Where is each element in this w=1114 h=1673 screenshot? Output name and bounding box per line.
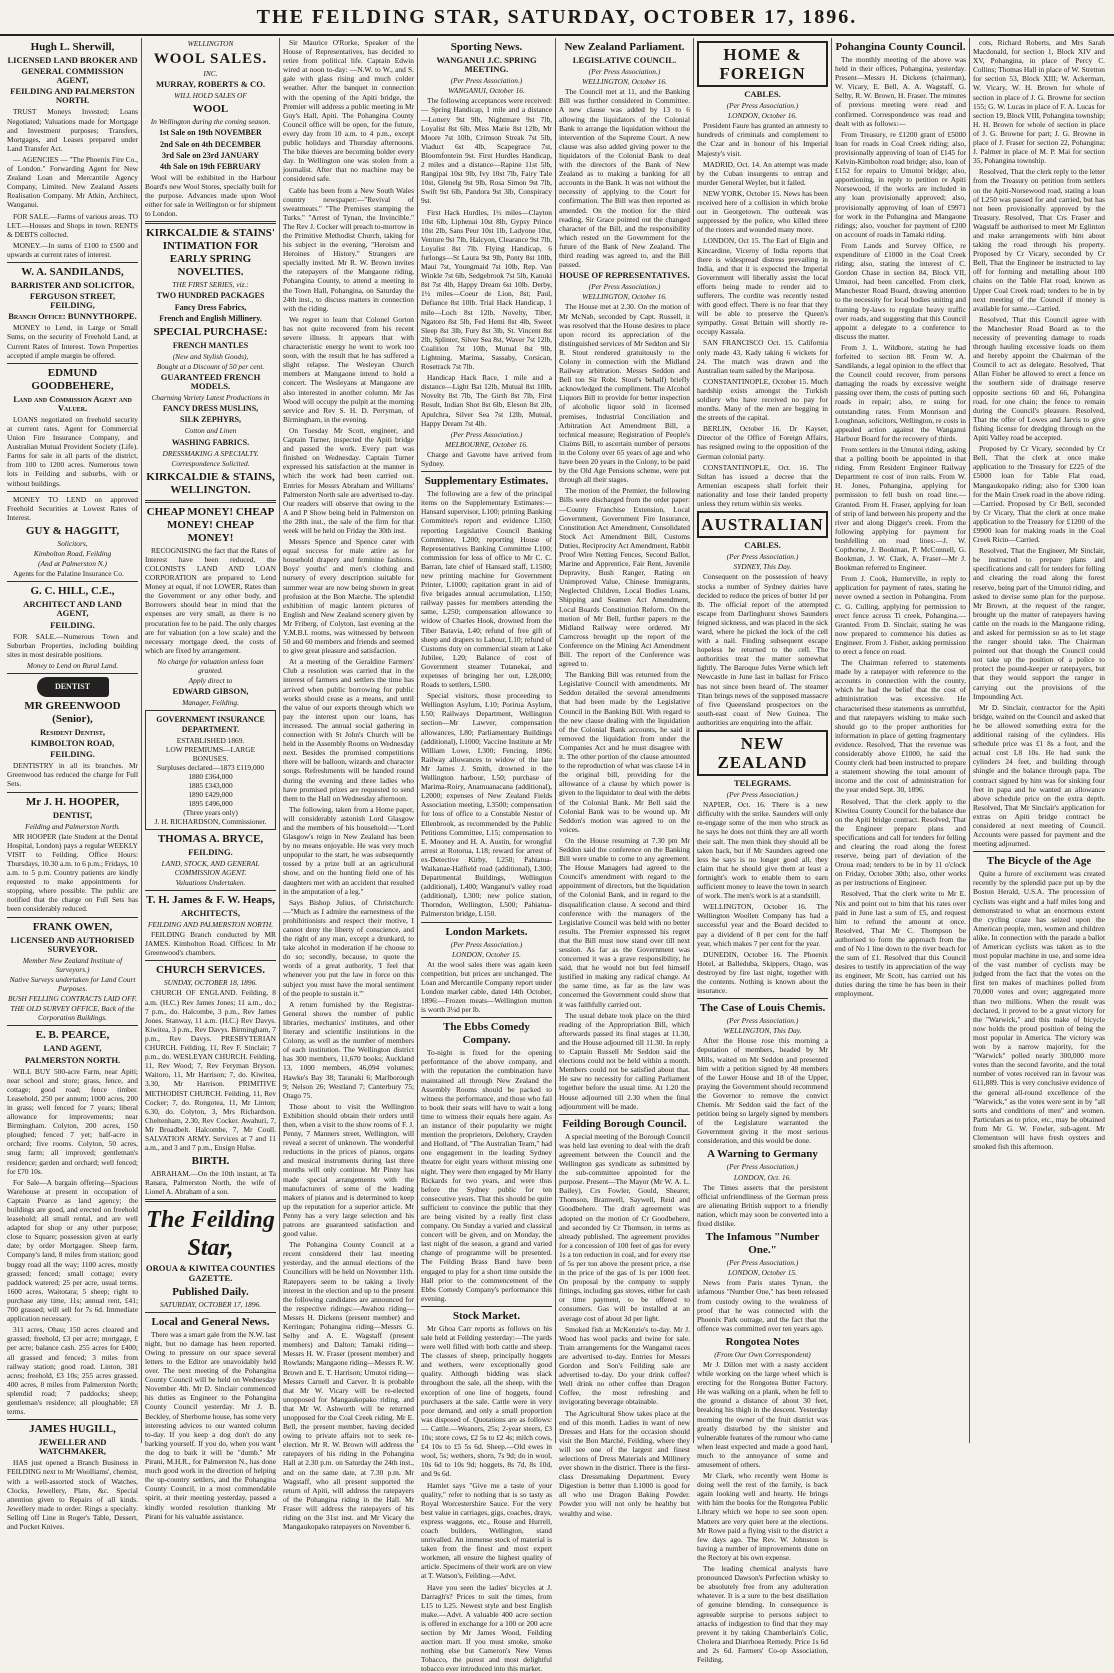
ad-colonists-valuation: No charge for valuation unless loan granted. <box>157 656 264 676</box>
ad-sandilands-line: BARRISTER AND SOLICITOR, <box>10 279 135 290</box>
ad-hill-line: ARCHITECT AND LAND AGENT, <box>23 599 122 619</box>
column-4 <box>418 38 556 1673</box>
sporting-source: (Per Press Association.) <box>450 76 523 86</box>
parliament-title: New Zealand Parliament. <box>564 41 685 53</box>
rongotea-source: (From Our Own Correspondent) <box>714 1349 811 1359</box>
stock-title: Stock Market. <box>452 1309 521 1322</box>
divider <box>7 363 138 364</box>
ad-govt-line: LOW PREMIUMS—LARGE BONUSES. <box>165 744 256 763</box>
pohangina-body: From J. Cook, Hunterville, in reply to application for payment of rates, stating he never owned a section in Pohangina. From C. G. Culling, applying for permission to erect fence across Ti creek, Pohangina.—Granted. From D. Sinclair, stating he was now prepared to commence his duties as Engineer. From J. Fisher, asking permission to erect a fence on road. <box>835 574 966 656</box>
ad-owen-line: Native Surveys undertaken for Land Court Purposes. <box>9 974 136 994</box>
australian-subtitle: CABLES. <box>744 540 781 551</box>
cable-body: MADRID, Oct. 14. An attempt was made by the Cuban insurgents to entrap and murder General Weyler, but it failed. <box>697 159 828 187</box>
house-body: The motion of the Premier, the following Bills were discharged from the order paper:—County Franchise Extension, Local Government, Government Fire Insurance, Constitution Act Amendment, Consolidated Stock Act Amendment Bill, Customs Duties, Reciprocity Act Amendment, Rabbit Proof Wire Netting Fences, Second Ballot, Marine and Apprentice, Fair Rent, Juvenile Depravity, Bush Ranger, Rating on Unimproved Value, Chinese Immigrants, Neglected Children, Local Bodies Loans, Shipping and Seamen Act Amendment, Local Boards Constitution Reform. On the motion of Mr Bell, further papers re the Midland Railway were ordered. Mr Carncross brought up the report of the Conference on the Mining Act Amendment Bill. The report of the Conference was agreed to. <box>559 486 690 669</box>
column-3 <box>280 38 418 1532</box>
church-title: CHURCH SERVICES. <box>155 964 266 977</box>
church-body: CHURCH OF ENGLAND. Feilding, 8 a.m. (H.C.) Rev James Jones; 11 a.m., do.; 7 p.m., do. Halcombe, 3 p.m., Rev James Jones. Stanway, 11 a.m. (H.C.) Rev Davys. Kiwitea, 3 p.m., Rev Davys. Birmingham, 7 p.m., Rev Davys. PRESBYTERIAN CHURCH. Feilding, 11, Rev F. Sinclair; 7 p.m., do. WESLEYAN CHURCH. Feilding, 11, Rev Wood; 7, Rev Feryman Bryson. Waitoro, 11, Mr Harrison; 7, do. Kiwitea, 3.30, Mr Harrison. PRIMITIVE METHODIST CHURCH. Feilding, 11, Rev Cocker; 7, do. Rongotea, 11, Mr Linton; 6.30, do. Colyton, 3, Mrs Richardson. Cheltenham, 2.30, Rev Cocker. Awahuri, 7, Mr Broadbelt. Halcombe, 7, Mr Coull. SALVATION ARMY. Services at 7 and 11 a.m., and 3 and 7 p.m., Ensign Hulse. <box>145 988 276 1153</box>
infamous-place: LONDON, October 15. <box>728 1268 797 1278</box>
divider <box>145 1199 276 1202</box>
divider <box>7 262 138 263</box>
germany-body: The Times asserts that the persistent official unfriendliness of the German press are alienating British support to a friendly nation, which may soon be converted into a fixed dislike. <box>697 1182 828 1229</box>
ad-wool-will: WILL HOLD SALES OF <box>174 91 247 101</box>
council-body: The Council met at 11, and the Banking Bill was further considered in Committee. A new clause was added by 13 to 6 allowing the liquidators of the Colonial Bank to arrange the liquidation without the intervention of the Supreme Court. A new clause was also added giving power to the liquidators of the Colonial Bank to deal with the directors of the Bank of New Zealand as to making a banking for all accounts in the Bank. It was not without the necessity of applying to the Court for confirmation. The Bill was then reported as amended. On the motion for the third reading, Sir Grace pointed out the changed character of the Bill, and the responsibility which rested on the Government for the future of the Bank of New Zealand. The third reading was agreed to, and the Bill passed. <box>559 87 690 270</box>
sporting-place: WANGANUI, October 16. <box>448 86 525 96</box>
cable-body: BERLIN, October 16. Dr Kayser, Director of the Office of Foreign Affairs, has resigned owing to the opposition of the German colonial party. <box>697 424 828 461</box>
ad-wool-word: WOOL <box>192 103 229 116</box>
masthead <box>0 0 1114 36</box>
ad-colonists-apply: Apply direct to <box>188 676 233 686</box>
ad-sandilands-body: MONEY to Lend, in Large or Small Sums, on the security of Freehold Land, at Current Rates of Interest. Town Properties accepted if ample margin be offered. <box>7 323 138 360</box>
rongotea-title: Rongotea Notes <box>725 1335 800 1348</box>
ad-heaps-line: FEILDING AND PALMERSTON NORTH. <box>147 920 274 929</box>
pohangina-title: Pohangina County Council. <box>835 41 966 53</box>
ad-greenwood-line: Resident Dentist, <box>39 726 106 737</box>
paper-date: SATURDAY, OCTOBER 17, 1896. <box>159 1299 262 1309</box>
australian-place: SYDNEY, This Day. <box>733 562 792 572</box>
column-5 <box>556 38 694 1518</box>
divider <box>7 491 138 492</box>
telegram-body: WELLINGTON, October 16. The Wellington Woollen Company has had a successful year and the Board decided to pay a dividend of 8 per cent for the half year, which makes 7 per cent for the year. <box>697 902 828 948</box>
ad-kirkcaldie2-title: KIRKCALDIE & STAINS, WELLINGTON. <box>146 470 275 496</box>
local-news-body: The Pohangina County Council at a recent considered their last meeting yesterday, and the annual elections of the Councillors will be held on November 11th. Ratepayers seem to be taking a lively interest in the election and up to the present the following candidates are announced for the respective ridings:—Awahou riding—Messrs H. Dickens (present member) and Kerringan; Pohangina riding—Messrs G. Selby and A. E. Wagstaff (present members) and Dalton; Tamaki riding—Messrs H. W. Fraser (present member) and Rowlands; Mangaone riding—Messrs R. W. Brown and E. T. Harrison; Umutoi riding—Messrs Carnell and Carver. It is probable that Mr W. Vicary will be re-elected unopposed for Mangaukopako riding, and that Mr W. Ashworth will be returned unopposed for the Coal Creek riding. Mr E. Bell, the present member, having decided owing to private affairs not to seek re-election. Mr R. W. Brown will address the ratepayers of his riding in the Pohangina Hall at 2.30 p.m. on Saturday the 24th inst., and on the same date, at 7.30 p.m. Mr Wagstaff, who all present supported the return of Apiti, will address the ratepayers of the Pohangina riding in the Hall. Mr Fraser will address the ratepayers of his riding on the 31st inst. and Mr Vicary the Mangaukopako ratepayers on November 6. <box>283 1240 414 1532</box>
house-body: On the House resuming at 7.30 pm Mr Seddon said the conference on the Banking Bill were unable to come to any agreement. The House Managers had agreed to the Council's amendment with regard to the appointment of directors, but the liquidation of the Colonial Bank, and in regard to the disqualification clause. A second and third conference with the managers of the Legislative Council was held with no better results. The Premier expressed his regret that the Bill must now stand over till next session. As far as the Government was concerned it was a grave responsibility, he said, that he would not but feel himself justified in making any radical change. At the same time, as far as the law was concerned the Government could show that it was faithfully carried out. <box>559 835 690 1009</box>
ad-owen-name: FRANK OWEN, <box>32 920 113 933</box>
paper-title: The Feilding Star, <box>146 1207 275 1262</box>
column-7 <box>832 38 970 1443</box>
divider <box>145 500 276 503</box>
ad-colonists-name: EDWARD GIBSON, <box>172 686 249 697</box>
ad-guy-line: Solicitors, <box>57 538 88 548</box>
divider <box>7 917 138 918</box>
ad-greenwood-body: DENTISTRY in all its branches. Mr Greenwood has reduced the charge for Full Sets. <box>7 761 138 789</box>
cable-body: CONSTANTINOPLE, Oct. 16. The Sultan has issued a decree that the Armenian escapees shall forfeit their nationality and lose their landed property unless they return within six weeks. <box>697 462 828 509</box>
ad-wool-title: WOOL SALES. <box>153 51 268 68</box>
local-news-body: There was a smart gale from the N.W. last night, but no damage has been reported. Owing to pressure on our space several letters to the Editor are unavoidably held over. The next meeting of the Pohangina County Council will be held on Wednesday November 4th. Mr D. Sinclair commenced his duties as Engineer to the Pohangina County Council yesterday. Mr J. B. Beckley, of Sherborne house, has some very interesting advices to our wanted column to-day. If you keep a dog don't do any barking yourself. If you do, when you want the dog to bark it will be "dumb." Mr Pirani, M.H.R., for Palmerston N., has done much good work in the direction of helping the up-country settlers, and the Pohangina County Council, in a most commendable spirit, at their meeting yesterday, passed a kindly worded resolution thanking Mr Pirani for his valuable assistance. <box>145 1329 276 1521</box>
infamous-source: (Per Press Association.) <box>726 1258 799 1268</box>
ad-wool-pre: WELLINGTON <box>187 39 234 48</box>
ad-kirkcaldie-title: KIRKCALDIE & STAINS' INTIMATION FOR EARLY SPRING NOVELTIES. <box>146 227 275 279</box>
ad-guy-line: Kimbolton Road, Feilding <box>33 549 112 559</box>
london-source: (Per Press Association.) <box>450 939 523 949</box>
ad-wool-body: Wool will be exhibited in the Harbour Board's new Wool Stores, specially built for the purpose. Advances made upon Wool either for sale in Wellington or for shipment to London. <box>145 172 276 219</box>
ad-kirkcaldie-item: FANCY DRESS MUSLINS, <box>162 404 259 414</box>
ad-govt-line: Surpluses declared—1873 £119,000 <box>156 762 265 772</box>
sporting-title: Sporting News. <box>450 41 523 53</box>
ad-hill-body: FOR SALE.—Numerous Town and Suburban Properties, including building sites in most desirable positions. <box>7 631 138 659</box>
house-source: (Per Press Association.) <box>588 282 661 292</box>
ad-hooper-body: MR HOOPER (late Student at the Dental Hospital, London) pays a regular WEEKLY VISIT to Feilding. Office Hours: Thursdays, 10.30 a.m. to 6 p.m.; Fridays, 10 a.m. to 5 p.m. Country patients are kindly requested to make appointments for stopping, where possible. The public are notified that the charge on Full Sets has been considerably reduced. <box>7 831 138 914</box>
ad-hill-money: Money to Lend on Rural Land. <box>26 660 119 670</box>
ad-bryce-line: LAND, STOCK, AND GENERAL COMMISSION AGENT. <box>161 858 260 877</box>
ad-kirkcaldie-item: WASHING FABRICS. <box>171 437 250 447</box>
germany-place: LONDON, Oct. 16. <box>733 1172 792 1182</box>
divider <box>7 792 138 793</box>
ad-pearce-body: For Sale—A bargain offering—Spacious Warehouse at present in occupation of Captain Pearce as land agency; the buildings are good, and erected on freehold leasehold; all small rental, and are well adapted for shop or any other purpose; close to Square; possession given at early date; by order Mortgagee. Sheep farm, Company's land, 8 miles from station; good buggy road all the way; 1100 acres, mostly grassed; fenced; small cottage; every paddock watered; 25 per acre, usual terms. 1600 acres, Waitotara; 5 sheep; right to purchase any time, 11s; annual rent, £41; 700 grassed; will sell for 7s 6d. Immediate application necessary. <box>7 1177 138 1324</box>
ad-owen-line: LICENSED AND AUTHORISED SURVEYOR. <box>10 934 135 954</box>
local-news-body: Says Bishop Julius, of Christchurch:—"Much as I admire the earnestness of the prohibitionists and respect their motive, I cannot deny the liberty of conscience, and the right of any man, except a drunkard, to take alcohol in moderation if he choose to do so; secondly, because, to quote the words of a great authority, 'I feel that whenever you put the law in force on this subject you must have the moral sentiment of the people to sustain it.'" <box>283 897 414 998</box>
divider <box>145 960 276 961</box>
ebbs-title: The Ebbs Comedy Company. <box>443 1021 530 1047</box>
ad-sherwill-forsale: FOR SALE.—Farms of various areas. TO LET.—Houses and Shops in town. RENTS & DEBTS collected. <box>7 211 138 239</box>
pohangina-body: Mr D. Sinclair, contractor for the Apiti bridge, waited on the Council and asked that he be allowed something extra for the additional raising of the cylinders. His schedule price was £1 8s a foot, and the actual cost L8 10s. He had sunk the cylinders 24 feet, and building through shingle and the balance through papa. The contract signed by him was for sinking four feet in papa and he wanted an allowance above schedule price on the extra depth. Resolved, That Mr Sinclair's application for extras on Apiti bridge contract be considered at next meeting of Council. Accounts were passed for payment and the meeting adjourned. <box>973 702 1105 849</box>
ad-heaps-name: T. H. James & F. W. Heaps, <box>146 893 275 906</box>
divider <box>7 1025 138 1026</box>
home-foreign-source: (Per Press Association.) <box>726 101 799 111</box>
ad-owen-line: Member New Zealand Institute of Surveyors.) <box>22 955 123 974</box>
ad-kirkcaldie-item: (New and Stylish Goods), <box>172 351 249 361</box>
home-foreign-subtitle: CABLES. <box>744 89 781 99</box>
ad-pearce-body: 311 acres, Ohau; 150 acres cleared and grassed; freehold, £3 per acre; mortgage, £ per acre; balance cash. 255 acres for £400; all grassed and fenced; 3 miles from railway station; good road. Linton, 381 acres; freehold, £3 10s; 255 acres grassed. 400 acres, 8 miles from Palmerston North; splendid road; 7 paddocks; sheep; gentleman's residence; all ploughable; £8 terms. <box>7 1325 138 1417</box>
ad-kirkcaldie-item: SILK ZEPHYRS, <box>180 415 241 425</box>
paper-daily: Published Daily. <box>172 1285 249 1298</box>
ad-bryce-name: THOMAS A. BRYCE, <box>157 832 264 845</box>
telegram-body: NAPIER, Oct. 16. There is a new difficulty with the strike. Saunders will only re-engage some of the men who struck as he says he does not think they are all worth their salt. The men think they should all be taken back, but if Mr Saunders agreed one less he says is no longer good all, they claim that he should give them at least a fortnight's work to enable them to earn sufficient money to leave the town in search of work. The men's work is at a standstill. <box>697 800 828 901</box>
london-place: LONDON, October 15. <box>452 949 521 959</box>
ad-kirkcaldie-item: Correspondence Solicited. <box>171 458 250 468</box>
melbourne-body: Charge and Gavotte have arrived from Sydney. <box>421 449 552 469</box>
local-news-body: On Tuesday Mr Scott, engineer, and Captain Turner, inspected the Apiti bridge and passed the work. Every part was finished on Wednesday. Captain Turner expressed his satisfaction at the manner in which the work had been carried out. Entries for Messrs Abraham and Williams' Palmerston North sale are advertised to-day. Our readers will observe that owing to the A and P Show being held in Palmerston on the 28th inst., the sale of the firm for that week will be held on Friday the 30th inst. <box>283 425 414 535</box>
divider <box>421 471 552 472</box>
supplementary-title: Supplementary Estimates. <box>424 475 549 488</box>
ad-hugill-line: JEWELLER AND WATCHMAKER, <box>38 1437 107 1457</box>
column-8 <box>970 38 1108 1443</box>
column-2 <box>142 38 280 1521</box>
ad-colonists-role: Manager, Feilding. <box>182 698 239 708</box>
ad-hill-line: FEILDING. <box>50 619 95 630</box>
local-news-title: Local and General News. <box>151 1315 270 1328</box>
column-1 <box>4 38 142 1531</box>
church-date: SUNDAY, OCTOBER 18, 1896. <box>163 978 258 988</box>
ad-hooper-name: Mr J. H. HOOPER, <box>25 795 120 808</box>
ad-kirkcaldie-series: THE FIRST SERIES, viz.: <box>172 280 249 290</box>
ad-guy-name: GUY & HAGGITT, <box>25 524 120 537</box>
birth-body: ABRAHAM.—On the 10th instant, at Ta Ranara, Palmerston North, the wife of Lionel A. Abraham of a son. <box>145 1169 276 1197</box>
cable-body: Consequent on the possession of heavy stocks a number of Sydney dairies have decided to reduce the prices of butter 1d per lb. The official report of the attempted escape from Darlinghurst shows Saunders feigned sickness, and was placed in the sick ward, where he picked the lock of the cell with a nail. Finding subsequent escape hopeless he returned to the cell. The authorities treat the matter somewhat lightly. The Baroque Jules Verne which left Newcastle in June last in ballast for Frisco has not since been heard of. The steamer Titan brings news of the supposed massacre of five Queensland prospectors on the south-east coast of New Guinea. The authorities are enquiring into the affair. <box>697 572 828 727</box>
stock-body: Mr Ghoa Carr reports as follows on his sale held at Feilding yesterday:—The yards were well filled with both cattle and sheep. The classes of sheep, principally hoggets and wethers, were exceptionally good quality. Although bidding was slack throughout the sale, all the sheep, with the exception of one line of hoggets, found purchasers at the sale. Cattle were in very poor demand, and only a small proportion was disposed of. Quotations are as follows:— Cattle.—Weaners, 25s; 2-year steers, £3 10s; store cows, £2 5s to £2 4s; milch cows, £4 10s to £5 5s 6d. Sheep.—Old ewes in wool, 5s; wethers, shorn, 7s 9d; do in wool, 10s 6d to 10s 9d; hoggets, 8s 7d, 8s 10d, and 9s 6d. <box>421 1323 552 1479</box>
ad-greenwood-name: MR GREENWOOD (Senior), <box>24 699 121 725</box>
ad-kirkcaldie-item: Bought at a Discount of 50 per cent. <box>156 361 265 371</box>
birth-title: BIRTH. <box>191 1155 230 1168</box>
sporting-body: Handicap Hack Race, 1 mile and a distance—Light Bat 12lb, Mutual 8st 10lb, Novelty 8st 7lb, The Girth 8st 7lb, First Result, Indian Shot 8st 6lb, Eleson 8st 2lb, Apulchra, Silver Sea 7st 12lb, Mutual, Happy Dream 7st 4lb. <box>421 373 552 428</box>
london-body: At the wool sales there was again keen competition, but prices are unchanged. The Loan and Mercantile Company report under London market cable, dated 14th October, 1896:—Frozen meats—Wellington mutton is worth 3¼d per lb. <box>421 959 552 1015</box>
notice-body: Hamlet says "Give me a taste of your quality," refer to nothing that is so tasty as Royal Worcestershire Sauce. For the very best value in carriages, gigs, coaches, drays, express waggons, etc., Rouse and Hurrell, coach builders, Wellington, stand unrivalled. An immense stock of material is taken from the finest and most expert workmen, all ensure the highest quality of article. Specimens of their work are on view at T. Watson's, Feilding.—Advt. <box>421 1480 552 1581</box>
pohangina-body: Resolved, That the clerk apply to the Kiwitea County Council for the balance due on the Apiti bridge contract. Resolved, That the Engineer prepare plans and specifications and call for tenders for felling and clearing the road along the forest reserve, being part of deviation of the Oroua road; tenders to be in by 11 o'clock on Friday, October 30th; also, other works as per instructions of Engineer. <box>835 796 966 888</box>
ad-kirkcaldie-item: FRENCH MANTLES <box>172 340 249 350</box>
chemis-body: After the House rose this morning a deputation of members, headed by Mr Mills, waited on Mr Seddon and presented him with a petition signed by 48 members of the Lower House and 18 of the Upper, praying the Government should recommend the Governor to remove the convict Chemis. Mr Seddon said the fact of the petition being so largely signed by members of the Legislature warranted the Government giving it the most serious consideration, and this would be done. <box>697 1036 828 1146</box>
column-6 <box>694 38 832 1664</box>
ad-govt-line: 1890 £429,000 <box>188 790 233 800</box>
rongotea-body: The leading chemical analysts have pronounced Dawson's Perfection whisky to be absolutely free from any adulteration whatever. It is a sure to the best distillation of genuine blending. In consequence is agreeable surprise to persons subject to attacks of indigestion to find that they may prevent it by taking Chamberlain's Colic, Cholera and Diarrhoea Remedy. Price 1s 6d and 2s 6d. Farmers' Co-op Association, Feilding. <box>697 1564 828 1664</box>
divider <box>145 221 276 224</box>
ad-guy-agents: Agents for the Palatine Insurance Co. <box>13 569 124 579</box>
ad-sandilands-line: FERGUSON STREET, FEILDING, <box>29 291 116 311</box>
divider <box>7 581 138 582</box>
ad-heaps-line: ARCHITECTS, <box>181 907 240 918</box>
columns <box>4 38 1110 1673</box>
ad-kirkcaldie-item: Charming Variety Latest Productions in <box>151 393 270 403</box>
ad-wool-inc: INC. <box>203 69 218 79</box>
ad-sherwill-line: FEILDING AND PALMERSTON NORTH. <box>10 86 135 106</box>
ad-sherwill-agencies: — AGENCIES — "The Phoenix Fire Co., of London." Forwarding Agent for New Zealand Loan and Mercantile Agency Company, Limited. New Zealand Assets Realisation Company. Mr Atkin, Architect, Wanganui. <box>7 154 138 210</box>
pohangina-body: From J. L. Wildbore, stating he had forfeited to section 88. From W. A. Sandilands, a legal opinion to the effect that the Council could recover, from persons damaging the roads by excessive weight passing over them, the costs of putting such roads in repair; also, re suing for outstanding rates. From Monrison and Loughnan, solicitors, Wellington, re costs in appealed action against the Wanganui Harbour Board for the recovery of thirds. <box>835 342 966 443</box>
divider <box>145 1312 276 1313</box>
ad-greenwood-line: FEILDING. <box>50 749 95 760</box>
divider <box>559 1114 690 1115</box>
ad-sherwill-line: GENERAL COMMISSION AGENT, <box>21 66 124 86</box>
council-source: (Per Press Association.) <box>588 67 661 77</box>
ad-owen-office: THE OLD SURVEY OFFICE, Back of the Corporation Buildings. <box>10 1004 135 1023</box>
nz-telegrams-subtitle: TELEGRAMS. <box>733 778 792 788</box>
ad-govt-title: GOVERNMENT INSURANCE DEPARTMENT. <box>156 715 265 734</box>
divider <box>697 998 828 999</box>
divider <box>145 890 276 891</box>
ad-colonists-body: RECOGNISING the fact that the Rates of Interest have been reduced, the COLONISTS LAND AND LOAN CORPORATION are prepared to Lend Money at equal, if not LOWER, Rates than the Government or any other body, and Borrowers should bear in mind that the expenses are very small, as there is no procuration fee to be paid. The only charges are for valuation (on a low scale) and the necessary mortgage deed, the costs of which are fixed by arrangement. <box>145 545 276 655</box>
telegram-body: DUNEDIN, October 16. The Phoenix Hotel, at Balleduba, Skippers, Otago, was destroyed by fire last night, together with the contents. Nothing is known about the insurance. <box>697 949 828 996</box>
house-place: WELLINGTON, October 16. <box>582 292 667 302</box>
ad-hooper-line: Feilding and Palmerston North. <box>25 821 120 831</box>
sporting-body: First Hack Hurdles, 1½ miles—Clayton 10st 6lb, Liphenai 10st 8lb, Gypsy Prince 10st 2lb, Sans Peur 10st 1lb, Ladyone 10st, Venture 9st 7lb, Halcyon, Clearance 9st 7lb, Loyalist 8st 7lb. Flying Handicap, 6 furlongs—St Laura 9st 9lb, Ponty 8st 10lb, Maui 7st, Youngmaid 7st 10lb, Rep. Van Winkle 7st 6lb, Sedgebrook 7st 5lb, Kanuki 8st 7st 4lb, Happy Dream 6st 10lb. Derby, 1½ miles—Coeur de Lion, 8st; Paul, Defiance 8st 10lb. Trial Hack Handicap, 1 mile—Loch 8st 12lb, Novelty, Tiber, Ngatoro 8st 5lb, Fed Hemi 8st 4lb, Sweet Sleep 8st 3lb, Fury 8st 3lb, St. Vincent 8st 2lb, Splinter, Silver Sea 8st, Waver 7st 12lb, Coalition 7st 10lb, Mutual 8st 9lb, Lightning, Marima, Sassaby, Corsican, Rosetrack 7st 7lb. <box>421 207 552 372</box>
melbourne-source: (Per Press Association.) <box>450 429 523 439</box>
notice-body: Smoked fish at McKenzie's to-day. Mr J. Wood has wool packs and twine for sale. Train arrangements for the Wanganui races are advertised to-day. Entries for Messrs Gordon and Son's Feilding sale are advertised to-day. Do your drink coffee? Well drink no other coffee than Dragon Coffee, the most refreshing and invigorating beverage obtainable. <box>559 1324 690 1407</box>
pohangina-body: The monthly meeting of the above was held in their offices, Pohangina, yesterday. Present—Messrs H. Dickens (chairman), W. Vicary, E. Bell, A. A. Wagstaff, G. Selby, R. W. Brown, H. Fraser. The minutes of previous meeting were read and confirmed. Correspondence was read and dealt with as follows:— <box>835 55 966 128</box>
house-title: HOUSE OF REPRESENTATIVES. <box>559 270 690 281</box>
australian-title: AUSTRALIAN <box>697 511 828 538</box>
rongotea-body: Mr J. Dillon met with a nasty accident while working on the large wheel which is erecting for the Rongotea Butter Factory. He was walking on a plank, when he fell to the ground a distance of about 30 feet, breaking his thigh in the descent. Yesterday morning the owner of the fruit district was greatly disturbed by the sinister and vulnerable features of the rumour who came when least expected and made a good haul, much to the annoyance of some and amusement of others. <box>697 1359 828 1469</box>
ad-sherwill-name: Hugh L. Sherwill, <box>30 41 115 53</box>
pointing-hand-icon: DENTIST <box>37 677 109 697</box>
divider <box>421 922 552 923</box>
ad-heaps-body: FEILDING Branch conducted by MR JAMES. Kimbolton Road. Offices: In Mr Greenwood's chambers. <box>145 930 276 958</box>
bicycle-body: Quite a furore of excitement was created recently by the splendid pace put up by the Boston Herald, U.S.A. The procession of cyclists was eight and a half miles long and demonstrated to what an enormous extent the cycling craze has seized upon the American people, men, women and children alike. In connection with the parade a ballot of American cyclists was taken as to the most popular machine in use, and some idea of the vast number of cyclists may be judged from the fact that the votes on the first ten makes of machines polled from 70,000 votes and over; aggregated more than two millions. When the result was declared, it proved to be a great victory for the "Warwick," and this make of bicycle now holds the proud position of being the most popular in America. The victory was won by a narrow majority, for the "Warwick" polled nearly 300,000 more votes than the second favorite, and the total number of votes received ran in favour was 611,889. This is very conclusive evidence of the general all-round excellence of the "Warwick," as the votes were sent in by "all sorts and conditions of men" and women. Particulars as to price, etc., may be obtained from Mr G. W. Fowler, sub-agent. Mr Clementson will have fresh oysters and smoked fish this afternoon. <box>973 869 1105 1152</box>
ad-goodbehere-body: LOANS negotiated on freehold security at current rates. Agent for Commercial Union Fire Insurance Company, and Australian Mutual Provident Society (Life). Farms for sale in all parts of the district, from 100 to 1200 acres. Numerous town lots in Feilding and suburbs, with or without buildings. <box>7 414 138 488</box>
ad-wool-date: 4th Sale on 19th FEBRUARY <box>159 161 262 171</box>
home-foreign-place: LONDON, October 16. <box>728 111 797 121</box>
supplementary-body: Special visitors, those proceeding to Wellington Asylum, L10; Porirua Asylum, L50; Railways Department, Wellington section—Mr Lawver, compensation allowances, L80; Parliamentary Buildings (additional), L1000; Vaccine Institute at Mr William Lowe, L300; Fencing, 1896; Railway allowances to widow of the late Mr James J. Smith, drowned in the Wellington harbour, L50; purchase of Marima-Roiry, Anamuanacana (additional), L2000; expenses of New Zealand Fields Association meeting, L3500; compensation for loss of office to a Constable Nestor of Ellenbrook, as recommended by the Public Petitions Committee, L15; compensation to E. Mooney and H. A. Austin, for wrongful arrest at Rotorua, L18; reward for arrest of ex-Detective Kirby, L250; Pahiatua-Waikanae-Halfield road (additional), L300; Departmental Buildings, Wellington (additional), L400; Wanganui's valley road (additional), L300; new police station, Thorndon, Wellington, L500; Pahiatua-Palmerston bridge, L150. <box>421 691 552 919</box>
paper-subtitle: OROUA & KIWITEA COUNTIES GAZETTE. <box>145 1263 276 1283</box>
ad-pearce-name: E. B. PEARCE, <box>35 1029 110 1042</box>
ad-guy-line: (And at Palmerston N.) <box>38 559 107 569</box>
chemis-title: The Case of Louis Chemis. <box>699 1002 826 1015</box>
rongotea-body: Mr Clark, who recently went Home is doing well the rest of the family, is back again looking well and hearty. He brings with him the books for the Rongotea Public Library which we hope to see soon open. Matters are very quiet here at the elections. Mr Rowe paid a flying visit to the district a few days ago. The Rev. W. Johnston is having a number of improvements done on the Rectory at his own expense. <box>697 1471 828 1562</box>
ad-guy-body: MONEY TO LEND on approved Freehold Securities at Lowest Rates of Interest. <box>7 494 138 522</box>
notice-body: The Agricultural Show takes place at the end of this month. Ladies in want of new Dresses and Hats for the occasion should visit the Bon Marché, Feilding, where they will see one of the largest and finest selections of Dress Materials and Millinery ever shown in the district. There is the first-class Dressmaking Department. Every Digestion is better than L1000 is good for all who use Dragon Baking Powder. Powder you will not only be healthy but wealthy and wise. <box>559 1408 690 1518</box>
house-body: The Banking Bill was returned from the Legislative Council with amendments. Mr Seddon detailed the several amendments that had been made by the Legislative Council in the Banking Bill. With regard to the new clause dealing with the liquidation of the Colonial Bank accounts, he said it removed the liquidation from under the Companies Act and he must disagree with it. The other portion of the clause amounted to the reproduction of what was clause 14 in the original bill, providing for the allowance of a clause by which power is given to the liquidator to deal with the debts of the Colonial Bank. Mr Bell said the Colonial Bank was to be wound up. Mr Seddon's motion was agreed to on the voices. <box>559 670 690 834</box>
ad-goodbehere-line: Land and Commission Agent and Valuer. <box>13 393 132 413</box>
cable-body: NEW YORK, October 15. News has been received here of a collision in which broke out in Georgetown. The outbreak was suppressed by the police, who killed three of the rioters and wounded many more. <box>697 188 828 235</box>
ad-bryce-line: Valuations Undertaken. <box>175 877 246 887</box>
local-news-body: The following, taken from a Home paper, will considerably astonish Lord Glasgow and the members of his household:—"Lord Glasgow's reign in New Zealand has been by no means enjoyable. He was very much unpopular to the start, he was subsequently tossed by a prize bull at an agricultural show, and on the hunting field one of his daughters met with an accident that resulted in the amputation of a leg." <box>283 804 414 896</box>
ad-sherwill-body: TRUST Moneys Invested; Loans Negotiated; Valuations made for Mortgage and Investment purposes; Transfers, Mortgages, and Leases prepared under Land Transfer Act. <box>7 107 138 153</box>
ad-hugill-name: JAMES HUGILL, <box>29 1423 116 1436</box>
ad-sherwill-money: MONEY.—In sums of £100 to £500 and upwards at current rates of interest. <box>7 240 138 259</box>
pohangina-body: Proposed by Cr Vicary, seconded by Cr Bell, That the clerk at once make application to the Treasury for £225 of the £5000 loan for Table Flat road, Mangaukopako riding; also for £300 loan for the Main Creek road in the above riding.—Carried. Proposed by Cr Bell, seconded by Cr Vicary, That the clerk at once make application to the Treasury for £1200 of the £9900 loan for making roads in the Coal Creek Ricin—Carried. <box>973 444 1105 545</box>
local-news-body: Those about to visit the Wellington Exhibition should obtain their orders until then, when a visit to the show rooms of F. J. Penny, 7 Manners street, Wellington, will reveal a secret of unknown. The wonderful reductions in the prices of pianos, organs and musical instruments during last three months will only continue. Mr Pinny has made special arrangements with the manufacturers of some of the leading makers of pianos and is determined to keep up the reputation for a superior article. Mr Penny has a very large selection and his patrons are guaranteed satisfaction and good value. <box>283 1101 414 1239</box>
local-news-body: Cable has been from a New South Wales country newspaper:—"Revival of sweatmeats." "The Premises stamping the Turks." "Arrest of Tynan, the Invincible." The Rev J. Cocker will preach to-morrow in the Primitive Methodist Church, taking for his subject in the evening, "Heroism and Heroines of History." Strangers are specially invited. Mr R. W. Brown invites the ratepayers of the Mangaone riding, Pohangina County, to attend a meeting in the Town Hall, Pohangina, on Saturday the 24th inst., to discuss matters in connection with the riding. <box>283 185 414 313</box>
ad-govt-line: 1895 £496,000 <box>188 799 233 809</box>
ad-hill-name: G. C. HILL, C.E., <box>30 585 115 598</box>
ad-kirkcaldie-item: SPECIAL PURCHASE: <box>153 325 268 338</box>
ad-bryce-line: FEILDING. <box>188 846 233 857</box>
ad-wool-dates-intro: In Wellington during the coming season. <box>150 117 271 127</box>
ad-wool-firm: MURRAY, ROBERTS & CO. <box>155 79 266 90</box>
ad-govt-line: (Three years only) <box>183 808 238 818</box>
ad-sandilands-name: W. A. SANDILANDS, <box>21 265 124 278</box>
pohangina-body: Resolved, That the clerk reply to the letter from the Treasury on petition from settlers on the Apiti-Norsewood road, stating a loan of L250 was passed for and carried, but has not been provisionally approved by the Treasury. Resolved, That Crs Fraser and Wagstaff be authorised to meet Mr Eglinton and make arrangements with him about taking the road through his property. Proposed by Cr Vicary, seconded by Cr Bell, That the Engineer be instructed to lay off for forming and metalling about 100 chains on the Table Flat road, known as Upper Coal Creek road; tenders to be in by next meeting of the Council if money is available for same.—Carried. <box>973 167 1105 313</box>
germany-source: (Per Press Association.) <box>726 1162 799 1172</box>
ad-wool-date: 3rd Sale on 23rd JANUARY <box>161 150 260 160</box>
pohangina-body: From Treasury, re £1200 grant of £5000 loan for roads in Coal Creek riding; also, provisionally approving of loan of £145 for Kelvin-Kimbolton road bridge; also, loan of £152 for repairs to Umutoi bridge; also, apportioning, in reply to petition re Apiti Norsewood, if the works are included in any loan provisionally approved; also, provisionally approving of loan of £9971 for work in the Pohangina and Mangaone ridings; also, voucher for payment of £200 on account of roads in Tamaki riding. <box>835 129 966 239</box>
pohangina-body: The Chairman referred to statements made by a ratepayer with reference to the accounts in connection with the county, which he had the belief that the cost of administration was excessive. He characterised these statements as untruthful, and that ratepayers wishing to make such should go to the proper authorities for information in place of getting fragmentary evidence. Resolved, That the revenue was considerably above £1000, he said the County clerk had been instructed to prepare a statement showing the total amount of income and the cost of administration for the year ended Sept. 30, 1896. <box>835 658 966 795</box>
divider <box>973 851 1105 852</box>
council-title: LEGISLATIVE COUNCIL. <box>572 55 677 65</box>
ad-pearce-line: LAND AGENT, <box>43 1043 102 1054</box>
local-news-body: Sir Maurice O'Rorke, Speaker of the House of Representatives, has decided to retire from political life. Captain Edwin wired at noon to-day: —N.W. to W., and S. gale with glass rising and much colder weather. After the banquet in connection with the opening of the Apiti bridge, the Premier will address a public meeting in Mr Guy's Hall, Apiti. The Pohangina County Council office will be open, for the future, every day from 10 a.m. to 4 p.m., except public holidays and Thursday afternoons. The bike thieves are becoming bolder every day. In Wellington one was stolen from a journalist. After that no machine may be considered safe. <box>283 38 414 184</box>
london-title: London Markets. <box>445 925 528 938</box>
divider <box>421 1017 552 1018</box>
house-body: The usual debate took place on the third reading of the Appropriation Bill, which afterwards passed its final stages at 11.30, and the House adjourned till 11.30. In reply to Captain Russell Mr Seddon said the elections could not be held within a month. Members could not be satisfied about that. He saw no necessity for calling Parliament together before the usual time. At 1.20 the House adjourned till 2.30 when the final adjournment will be made. <box>559 1010 690 1111</box>
pohangina-body: From Lands and Survey Office, re expenditure of £1000 in the Coal Creek riding; also, stating the interest of C. Gordon Chase in section 84, Block VII, Umutoi, had been cancelled. From clerk, Manchester Road Board, drawing attention to the necessity for local bodies uniting and framing by-laws to regulate heavy traffic over roads, and suggesting that this Council appoint a delegate to a conference to discuss the matter. <box>835 240 966 341</box>
ebbs-body: To-night is fixed for the opening performance of the above company, and with the reputation the combination have maintained all through New Zealand the Assembly Rooms should be packed to witness the performance, and those who fail to book their seats will have to wait a long time to witness their equals here again. As an instance of their popularity we might mention the proprietors, Delohery, Crayden and Holland, of "The Australian Team," had one engagement in the leading Sydney theatre for eight years without missing one night. They were then engaged by Mr Harry Rickards for two years, and were thus before the Sydney public for ten consecutive years. That this should be quite sufficient to convince the public that they are being visited by a really first class company. On Sunday a varied and classical concert will be given, and on Monday, the last night of the season, a grand and varied change of programme will be presented. The Feilding Brass Band have been engaged to play for a short time outside the Hall prior to the commencement of the Ebbs Comedy Company's performance this evening. <box>421 1048 552 1303</box>
ad-goodbehere-name: EDMUND GOODBEHERE, <box>31 366 114 392</box>
pohangina-body: Resolved, That the Engineer, Mr Sinclair, be instructed to prepare plans and specifications and call for tenders for felling and clearing the road along the forest reserve, being part of the Umutoi riding, and asked to devise some plan for the purpose. Mr Brown, at the request of the ranger, brought up the matter of ratepayers having cattle on the roads in the Mangaone riding, and asked for permission so as to let stage the ranger should take. The Chairman pointed out that though the Council could not take up the position of a police to protect the pound-keeper or ratepayers, but that they would support the ranger in carrying out the provisions of the Impounding Act. <box>973 546 1105 701</box>
local-news-body: A return furnished by the Registrar-General shows the number of public libraries, mechanics' institutes, and other literary and scientific institutions in the Colony, as well as the number of members of each institution. The Wellington district has 300 members, 11,670 books; Auckland 13, 1000 members, 46,094 volumes; Hawke's Bay 38; Taranaki 6; Marlborough 9; Nelson 26; Westland 7; Canterbury 75; Otago 75. <box>283 999 414 1100</box>
house-body: The House met at 2.30. On the motion of Mr McNab, seconded by Capt. Russell, it was resolved that the House desires to place upon record its appreciation of the distinguished services of Mr Seddon and Sir R. Stout rendered gratuitously to the Colony in connection with the Midland Railway arbitration. Messrs Seddon and Bell ton Sir Robt. Stout's behalf) briefly acknowledged the compliment. The Alcohol Liquors Bill to provide for better inspection of alcoholic liquor sold in licensed premises, Industrial Conciliation and Arbitration Act Amendment Bill, a technical measure; Registration of People's Claims Bill, to ascertain number of persons in the Colony over 65 years of age and who have been 20 years in the Colony, to be paid by the Old Age Pensions scheme, were put through all their stages. <box>559 302 691 485</box>
pohangina-body: Resolved, That this Council agree with the Manchester Road Board as to the necessity of preventing damage to roads through hauling excessive loads on them and hereby appoint the Chairman of the Council to act as delegate. Resolved, That Allan Fisher be allowed to erect a fence on the southern side of drainage reserve opposite sections 60 and 66, Pohangina road, for one chain; the fence to remain during the Council's pleasure. Resolved, That the offer of Lowes and Jarvis to give fishing license for dredging through on the Apiti Valley road be accepted. <box>973 314 1105 443</box>
home-foreign-title: HOME & FOREIGN <box>697 41 828 87</box>
ad-govt-line: 1880 £364,000 <box>188 771 233 781</box>
nz-telegrams-title: NEW ZEALAND <box>697 730 828 776</box>
notice-body: Have you seen the ladies' bicycles at J. Darragh's? Prices to suit the times, from L15 to L25. Newest style and best English make.—Advt. A valuable 400 acre section is offered in exchange for a 100 or 200 acre section by Mr James Wood, Feilding auction mart. If you must smoke, smoke nothing else but Cameron's New Venus Tobacco, the purest and most delightful tobacco ever introduced into this market. <box>421 1582 552 1673</box>
borough-body: A special meeting of the Borough Council was held last evening to deal with the draft agreement between the Council and the Wellington gas syndicate as submitted by the sub-committee appointed for the purpose. Present—The Mayor (Mr W. A. L. Bailey), Crs Fowler, Gould, Shearer, Thomson, Bramwell, Saywell, Reid and Goodbehere. The draft agreement was adopted on the motion of Cr Goodbehere, and seconded by Cr Thomson, in terms as already published. The agreement provides for a concession of 100 feet of gas for every 1s a ton reduction in coal, and for every rise of 5s per ton above the present price, a rise in the price of the gas of 1s per 1000 feet. On proposal by the company to supply fittings, including gas stoves, either for cash or time payment, to be offered to consumers. Gas will be installed at an average cost of about 3d per light. <box>559 1131 690 1323</box>
ad-sandilands-line: Branch Office: BUNNYTHORPE. <box>8 311 137 322</box>
masthead-title: THE FEILDING STAR, SATURDAY, OCTOBER 17, 1896. <box>256 5 858 28</box>
ad-greenwood-line: KIMBOLTON ROAD, <box>30 738 115 749</box>
chemis-place: WELLINGTON, This Day. <box>723 1026 802 1036</box>
ad-govt-line: J. H. RICHARDSON, Commissioner. <box>154 817 267 827</box>
ad-pearce-body: WILL BUY 500-acre Farm, near Apiti; near school and store; grass, fence, and cottage; good road; fence timber. Leasehold, 250 per annum; 1000 acres, 200 in grass; well fenced for 7 years; liberal allowance for improvements; near Birmingham. Colyton, 200 acres, 150 ploughed; fenced 7 yet; half-acre in orchard; five rooms. Colyton, 50 acres, snug farm; all improved; gentleman's residence; garden and orchard; well fenced; for £70 10s. <box>7 1066 138 1176</box>
ad-govt-line: ESTABLISHED 1869. <box>176 735 245 745</box>
ad-govt-insurance <box>145 710 276 829</box>
ad-cheap-money: CHEAP MONEY! CHEAP MONEY! CHEAP MONEY! <box>146 505 275 544</box>
australian-source: (Per Press Association.) <box>726 552 799 562</box>
ad-kirkcaldie-item: Cotton and Linen <box>184 426 237 436</box>
pohangina-body: Resolved, That the clerk write to Mr E. Nix and point out to him that his rates over paid in June last a sum of £5, and request him to refund the amount at once. Resolved, That Mr C. Thompson be authorised to form the approach from the end of No 1 line down to the river beach for the sum of £1. Resolved that this Council desires to testify its appreciation of the way its engineer, Mr Scott, has carried out his duties during the time he has been in their employment. <box>835 889 966 999</box>
cable-body: LONDON, Oct 15. The Earl of Elgin and Kincardine, Viceroy of India reports that there is widespread distress prevailing in India, and that it is expected the Imperial Government will liberally assist the local efforts being made to render aid to sufferers. The cordite was recently tested with good effect. There is no fear that they will be able to preserve the Queen's sympathy. Great Britain will shortly re-occupy Kassala. <box>697 236 828 337</box>
melbourne-place: MELBOURNE, October 16. <box>445 439 528 449</box>
cable-body: SAN FRANCISCO Oct. 15. California only made 43, Kady taking 6 wickets for 24. The match was drawn and the Australian team sailed by the Mariposa. <box>697 338 828 375</box>
supplementary-body: The following are a few of the principal items on the Supplementary Estimates:—Hansard supervisor, L100; printing Banking Committee's report and evidence L350; reporting Legislative Council Banking Committee, L200; reporting House of Representatives Banking Committee L100; commission for loss of office to Mr C. C. Barran, late chief of Hansard staff, L1500; new printing machine for Government Printer, L1000; capitation grant in aid of five brigades annual accumulation, L150; railway passes for members attending the same, L250; compensation allowance to widow of Charles Hook, drowned from the Tiber Batavia, L40; refund of free gift of sheep and drapers to Labour, L10; refund of Customs duty on commercial steam at Lake Jubilee, L20; Balance of cost of Government steamer Tutanekai, and expenses of bringing her out, L28,000; Roads to settlers, L500. <box>421 489 552 690</box>
bicycle-title: The Bicycle of the Age <box>986 855 1092 868</box>
local-news-body: At a meeting of the Geraldine Farmers' Club a resolution was carried that in the interest of farmers and settlers the time has arrived when public borrowing for public works should cease as a means, and until the value of our exports through which we pay the interest upon our loans, has increased. The annual social gathering in connection with St John's Church will be held in the Assembly Rooms on Wednesday next. Besides the promised competitions there will be balloon, wizards and character songs. Refreshments will be handed round during the evening and three ladies who have promised prizes are requested to send them to the Hall on Wednesday afternoon. <box>283 657 414 803</box>
ad-sherwill-line: LICENSED LAND BROKER AND <box>7 55 138 65</box>
ad-hooper-line: DENTIST, <box>52 809 93 820</box>
divider <box>7 673 138 674</box>
ad-govt-line: 1885 £343,000 <box>188 781 233 791</box>
sporting-subtitle: WANGANUI J.C. SPRING MEETING. <box>436 55 537 75</box>
local-news-body: We regret to learn that Colonel Gorton has not quite recovered from his recent severe illness. It appears that with characteristic energy he went to work too soon, with the result that he has suffered a slight relapse. The Wesleyan Church members at Mangaone intend to hold a concert. The Wesleyans at Mangaone are also interested in another column. Mr Jas Wood will occupy the pulpit at the morning service and Rev S. H. D. Perryman, of Birmingham, in the evening. <box>283 314 414 424</box>
council-place: WELLINGTON, October 16. <box>582 77 667 87</box>
ad-kirkcaldie-item: TWO HUNDRED PACKAGES <box>156 291 265 301</box>
ad-wool-date: 2nd Sale on 4th DECEMBER <box>160 139 261 149</box>
ad-owen-line: BUSH FELLING CONTRACTS LAID OFF. <box>7 994 137 1004</box>
ad-kirkcaldie-item: Fancy Dress Fabrics, <box>174 302 247 312</box>
ad-kirkcaldie-item: French and English Millinery. <box>159 313 262 323</box>
infamous-title: The Infamous "Number One." <box>705 1231 820 1257</box>
borough-title: Feilding Borough Council. <box>562 1117 687 1130</box>
ad-pearce-line: PALMERSTON NORTH. <box>24 1054 121 1065</box>
chemis-source: (Per Press Association.) <box>726 1016 799 1026</box>
sporting-body: The following acceptances were received:— Spring Handicap, 1 mile and a distance—Lottery 9st 9lb, Nightmare 9st 7lb, Loyalist 8st 6lb, Miss Marie 8st 12lb, Mr Moore 7st 10lb, Crimson Streak 7st 5lb, Viaduct 6st 4lb, Scapegrace 7st, Bloomfontein 9st. First Hurdles Handicap, 2 miles and a distance—Rapine 11st 5lb, Rangipai 10st 9lb, Ivy 10st 7lb, Fairy Tale 10st, Glenelg 9st 9lb, Rosa Simon 9st 7lb, Swift 9st 6lb, Pandora 9st 3lb, Conspiracy 9st. <box>421 96 552 206</box>
local-news-body: Messrs Spence and Spence cater with equal success for male attire as for household drapery and feminine fashions. Boys' youths' and men's clothing and nursery of every description suitable for summer wear are now being shown in great profusion at the Bon Marche. The splendid exhibition of magic lantern pictures of English and New Zealand scenery given by Mr Friberg, of Colyton, last evening at the Y.M.B.I. rooms, was witnessed by between 50 and 60 members and friends and seemed to give great pleasure and satisfaction. <box>283 537 414 656</box>
divider <box>7 1419 138 1420</box>
nz-telegrams-source: (Per Press Association.) <box>726 790 799 800</box>
divider <box>421 1306 552 1307</box>
infamous-body: News from Paris states Tynan, the infamous "Number One," has been released from custody owing to the weakness of proof that he was connected with the Phoenix Park outrage, and the fact that the offence was committed over ten years ago. <box>697 1278 828 1333</box>
pohangina-body: From settlers in the Umutoi riding, asking that a polling booth be appointed in that riding. From Resident Engineer Railway Department re cost of iron rails. From W. H. Jones, Pohangina, applying for permission to fell bush on road line.—Granted. From H. Fraser, applying for loan of strip of land between his property and the river and along Digger's creek. From the following applying for payment for bushfelling on road lines:—J. W. Copthorne, J. Bookman, P. McConnell, G. Bookman, J. W. Clark, A. Fraser—Mr J. Bookman referred to Engineer. <box>835 444 966 573</box>
ad-wool-date: 1st Sale on 19th NOVEMBER <box>159 128 262 138</box>
cable-body: CONSTANTINOPLE, October 15. Much hardship exists amongst the Turkish soldiery who have received no pay for months. Many of the men are begging in the streets of the capital. <box>697 376 828 423</box>
ad-kirkcaldie-item: GUARANTEED FRENCH MODELS. <box>160 371 261 392</box>
ad-kirkcaldie-item: DRESSMAKING A SPECIALTY. <box>162 448 259 458</box>
pohangina-body: cots, Richard Roberts, and Mrs Sarah Macdonald, for section 1, Block XIV and XV, Pohangina, in place of Percy C. Collins; Thomas Hall in place of W. Stretton for section 53, Block XIII; W. Ackerman, W. Vicary, W. H. Brown for whole of section in place of J. G. Browne for section 155; G. W. Lucas in place of F. A. Lucas for section 19, Block VIII, Pohangina township; H. H. Brown for whole of section in place of J. G. Browne for part; J. G. Browne in place of J. Fraser for section 22, Pohangina; J. Palmer in place of M. P. Mai for section 35, Pohangina township. <box>973 38 1105 166</box>
ad-hugill-body: HAS just opened a Branch Business in FEILDING next to Mr Woolliams', chemist, with a well-assorted stock of Watches, Clocks, Jewellery, Plate, &c. Special attention given to Repairs of all kinds. Jewellery made to order. Rings a specialty. Selling off Line in Roger's Table, Dessert, and Pocket Knives. <box>7 1458 138 1531</box>
germany-title: A Warning to Germany <box>707 1148 818 1161</box>
cable-body: President Faure has granted an amnesty to hundreds of criminals and complement to the Czar and in honour of his Imperial Majesty's visit. <box>697 121 828 158</box>
